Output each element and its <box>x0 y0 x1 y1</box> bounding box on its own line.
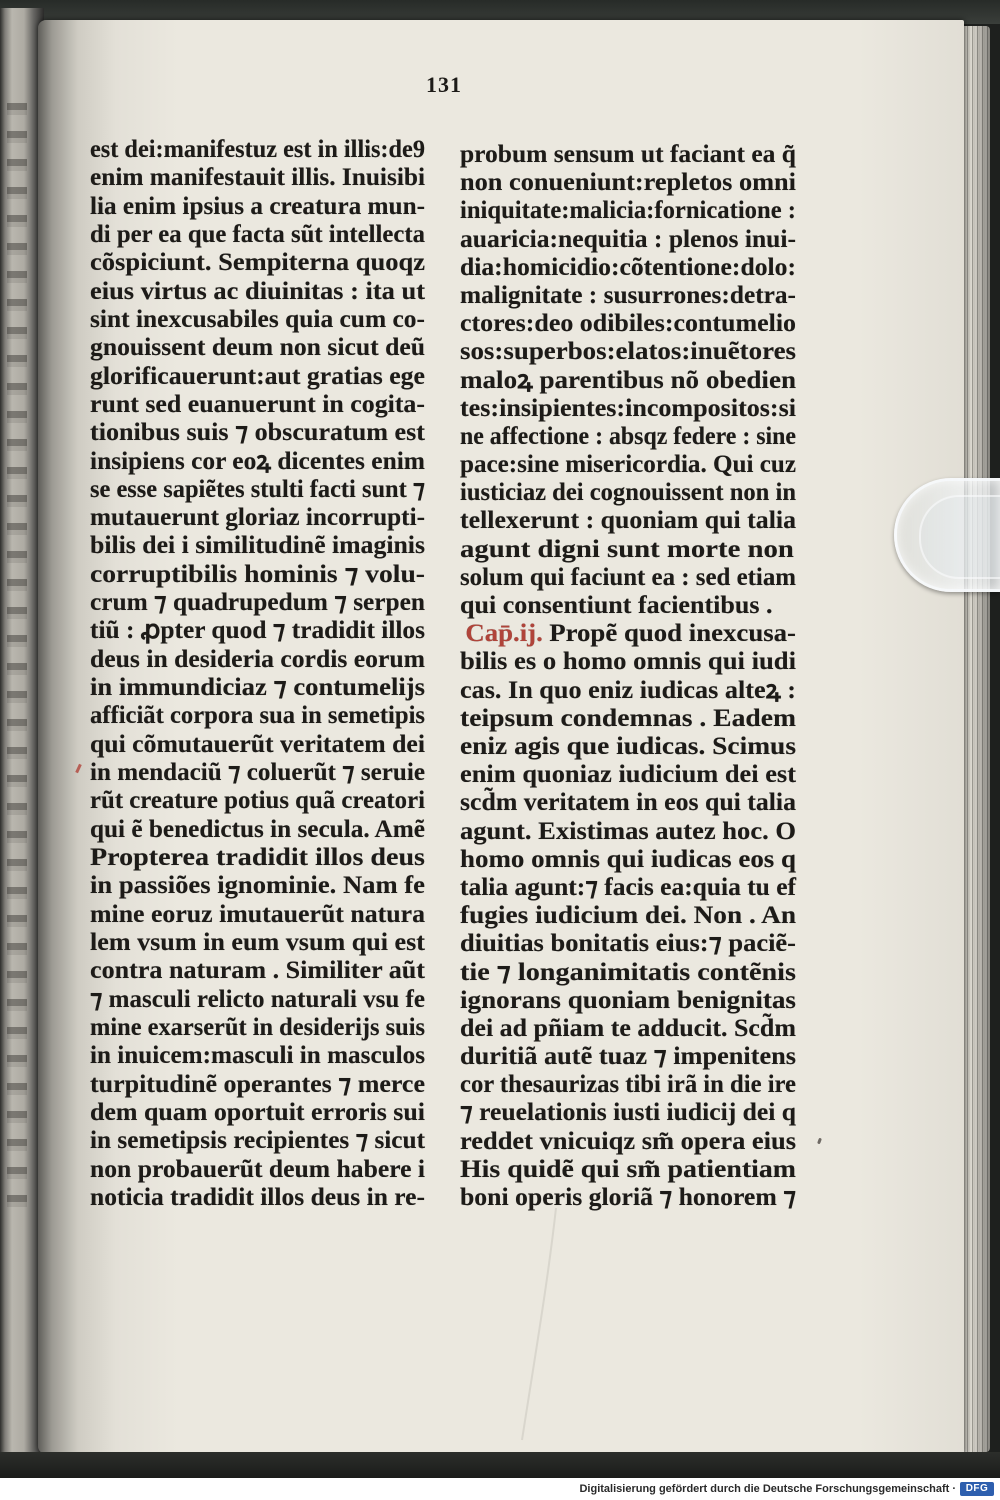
text-line-content <box>90 504 425 532</box>
text-line <box>460 254 796 282</box>
text-line-content <box>90 164 425 192</box>
text-line <box>90 844 425 872</box>
line-text: ignorans quoniam benignitas <box>460 986 796 1014</box>
text-line-content <box>90 334 425 362</box>
text-line-content <box>90 702 425 730</box>
line-text: est dei:manifestuz est in illis:de9 <box>90 136 425 163</box>
line-text: tellexerunt : quoniam qui talia <box>460 507 796 535</box>
text-line <box>90 334 425 362</box>
text-line-content <box>90 1014 425 1042</box>
text-line-content <box>460 1099 796 1127</box>
text-line <box>90 476 425 504</box>
line-text: qui ẽ benedictus in secula. Amẽ <box>90 815 425 843</box>
text-line <box>460 987 796 1015</box>
text-line-content <box>460 226 796 254</box>
line-text: eniz agis que iudicas. Scimus <box>460 732 796 760</box>
line-text: cas. In quo eniz iudicas alteꝝ : <box>460 676 796 704</box>
text-line <box>460 874 796 902</box>
line-text: lia enim ipsius a creatura mun- <box>90 192 425 220</box>
line-text: rũt creature potius quã creatori <box>90 787 425 815</box>
line-text: boni operis gloriã ⁊ honorem ⁊ <box>460 1184 796 1212</box>
text-line-content <box>90 986 425 1014</box>
text-line-content <box>460 1128 796 1156</box>
line-text: dei ad pñiam te adducit. Scd̃m <box>460 1014 796 1042</box>
line-text: tiũ : ꝓpter quod ⁊ tradidit illos <box>90 617 425 645</box>
text-line <box>90 1127 425 1155</box>
text-line-content <box>460 1071 796 1099</box>
text-line <box>460 761 796 789</box>
line-text: dia:homicidio:cõtentione:dolo: <box>460 253 796 281</box>
text-line-content <box>90 532 425 560</box>
line-text: cor thesaurizas tibi irã in die ire <box>460 1071 796 1099</box>
text-line <box>90 759 425 787</box>
text-line <box>90 986 425 1014</box>
line-text: duritiã autẽ tuaz ⁊ impenitens <box>460 1043 796 1071</box>
text-line <box>90 391 425 419</box>
line-text: malignitate : susurrones:detra- <box>460 281 796 309</box>
text-line-content <box>460 1015 796 1043</box>
line-text: agunt digni sunt morte non <box>460 535 794 563</box>
line-text: qui cõmutauerũt veritatem dei <box>90 730 426 758</box>
text-line-content <box>460 818 796 846</box>
text-line-content <box>90 1184 425 1212</box>
text-line-content <box>90 1099 425 1127</box>
text-line-content <box>460 874 796 902</box>
text-line <box>460 141 796 169</box>
text-line-content <box>90 476 425 504</box>
line-text: non probauerũt deum habere i <box>90 1155 425 1183</box>
text-line <box>460 395 796 423</box>
text-line <box>90 306 425 334</box>
line-text: auaricia:nequitia : plenos inui- <box>460 225 796 253</box>
line-text: non conueniunt:repletos omni <box>460 169 796 197</box>
text-line <box>460 648 796 676</box>
text-line-content <box>90 816 425 844</box>
text-line <box>90 872 425 900</box>
text-line <box>90 731 425 759</box>
line-text: reddet vnicuiqz sm̃ opera eius <box>460 1127 796 1155</box>
text-line-content <box>460 451 796 479</box>
line-text: afficiãt corpora sua in semetipis <box>90 702 425 730</box>
text-line-content <box>90 448 425 476</box>
text-line-content <box>90 1127 425 1155</box>
text-line-content <box>460 677 796 705</box>
line-text: scd̃m veritatem in eos qui talia <box>460 789 796 817</box>
text-line <box>90 702 425 730</box>
text-line <box>90 787 425 815</box>
text-line <box>90 1156 425 1184</box>
text-line <box>90 617 425 645</box>
text-line-content <box>90 1071 425 1099</box>
text-line-content <box>90 901 425 929</box>
text-line <box>90 674 425 702</box>
text-line <box>460 789 796 817</box>
text-line <box>90 249 425 277</box>
text-line-content <box>90 136 425 164</box>
text-line-content <box>460 395 796 423</box>
line-text: iniquitate:malicia:fornicatione : <box>460 197 796 225</box>
text-line <box>90 1042 425 1070</box>
text-line <box>90 901 425 929</box>
line-text: tionibus suis ⁊ obscuratum est <box>90 419 425 447</box>
line-text: pace:sine misericordia. Qui cuz <box>460 451 796 479</box>
line-text: eius virtus ac diuinitas : ita ut <box>90 277 425 305</box>
text-line <box>90 419 425 447</box>
line-text: ⁊ reuelationis iusti iudicij dei q <box>460 1099 796 1127</box>
text-line-content <box>90 844 425 872</box>
text-line <box>90 929 425 957</box>
line-text: in inuicem:masculi in masculos <box>90 1042 425 1070</box>
text-line <box>90 816 425 844</box>
line-text: di per ea que facta sũt intellecta <box>90 220 425 248</box>
line-text: mine eoruz imutauerũt natura <box>90 900 425 928</box>
text-line-content <box>460 367 796 395</box>
line-text: glorificauerunt:aut gratias ege <box>90 362 425 390</box>
text-line-content <box>460 338 796 366</box>
text-line-content <box>90 221 425 249</box>
text-line-content <box>460 423 796 451</box>
line-text: agunt. Existimas autez hoc. O <box>460 817 796 845</box>
line-text: enim manifestauit illis. Inuisibi <box>90 164 425 192</box>
line-text: in semetipsis recipientes ⁊ sicut <box>90 1127 425 1155</box>
text-line-content <box>460 310 796 338</box>
footer-bar <box>0 1478 1000 1500</box>
text-line <box>460 1128 796 1156</box>
text-line-content <box>460 930 796 958</box>
line-text: gnouissent deum non sicut deũ <box>90 334 425 362</box>
text-line-content <box>460 1156 796 1184</box>
text-line <box>90 278 425 306</box>
text-line <box>460 930 796 958</box>
text-line <box>90 1014 425 1042</box>
dfg-logo[interactable]: DFG <box>960 1482 994 1496</box>
text-line-content <box>460 197 796 225</box>
text-line <box>460 1071 796 1099</box>
text-line-content <box>90 391 425 419</box>
text-line <box>460 1015 796 1043</box>
text-line <box>90 1099 425 1127</box>
line-text: in mendaciũ ⁊ coluerũt ⁊ seruie <box>90 759 425 787</box>
text-line <box>90 532 425 560</box>
line-text: insipiens cor eoꝝ dicentes enim <box>90 447 425 475</box>
page-clip-loop <box>919 495 1000 579</box>
line-text: bilis es o homo omnis qui iudi <box>460 648 796 676</box>
line-text: crum ⁊ quadrupedum ⁊ serpen <box>90 589 425 617</box>
text-line <box>460 592 796 620</box>
line-text: fugies iudicium dei. Non . An <box>460 902 796 930</box>
text-line <box>90 193 425 221</box>
adjacent-page-text-bleed <box>7 103 27 1213</box>
text-line-content <box>460 959 796 987</box>
line-text: diuitias bonitatis eius:⁊ paciẽ- <box>460 930 796 958</box>
line-text: tes:insipientes:incompositos:si <box>460 394 796 422</box>
text-line <box>460 536 796 564</box>
text-line <box>460 1099 796 1127</box>
footer-credit: Digitalisierung gefördert durch die Deutsche Forschungsgemeinschaft · <box>579 1483 956 1495</box>
line-text: se esse sapiẽtes stulti facti sunt ⁊ <box>90 475 425 503</box>
text-line-content <box>90 278 425 306</box>
text-line-content <box>90 617 425 645</box>
text-line-content <box>460 761 796 789</box>
text-line <box>460 846 796 874</box>
text-line-content <box>90 589 425 617</box>
line-text: bilis dei i similitudinẽ imaginis <box>90 532 425 560</box>
line-text: Propẽ quod inexcusa- <box>549 620 796 648</box>
text-line-content <box>460 846 796 874</box>
page-number: 131 <box>426 72 462 97</box>
line-text: mine exarserũt in desiderijs suis <box>90 1013 425 1041</box>
text-line-content <box>460 620 796 648</box>
text-line-content <box>90 957 425 985</box>
line-text: qui consentiunt facientibus . <box>460 592 773 620</box>
text-column-left <box>90 136 425 1216</box>
line-text: contra naturam . Similiter aũt <box>90 957 425 985</box>
text-line-content <box>460 733 796 761</box>
line-text: sos:superbos:elatos:inuẽtores <box>460 338 796 366</box>
text-line-content <box>460 902 796 930</box>
text-line <box>90 221 425 249</box>
line-text: enim quoniaz iudicium dei est <box>460 761 796 789</box>
text-line <box>460 620 796 648</box>
text-line-content <box>90 419 425 447</box>
text-line-content <box>90 1042 425 1070</box>
text-line-content <box>90 363 425 391</box>
text-line <box>460 959 796 987</box>
text-line-content <box>90 674 425 702</box>
text-line <box>460 479 796 507</box>
line-text: homo omnis qui iudicas eos q <box>460 845 796 873</box>
line-text: solum qui faciunt ea : sed etiam <box>460 563 796 591</box>
line-text: lem vsum in eum vsum qui est <box>90 928 425 956</box>
text-line <box>460 451 796 479</box>
text-line <box>460 423 796 451</box>
line-text: corruptibilis hominis ⁊ volu- <box>90 560 425 588</box>
line-text: maloꝝ parentibus nõ obedien <box>460 366 796 394</box>
page-stack-edges <box>960 26 990 1452</box>
text-line-content <box>460 564 796 592</box>
text-line <box>460 677 796 705</box>
text-line <box>460 818 796 846</box>
line-text: ne affectione : absqz federe : sine <box>460 422 796 450</box>
line-text: runt sed euanuerunt in cogita- <box>90 390 425 418</box>
text-line <box>90 646 425 674</box>
line-text: probum sensum ut faciant ea q̃ <box>460 141 796 168</box>
text-line-content <box>90 306 425 334</box>
line-text: talia agunt:⁊ facis ea:quia tu ef <box>460 873 796 901</box>
text-line <box>460 282 796 310</box>
line-text: iusticiaz dei cognouissent non in <box>460 479 796 507</box>
text-line <box>90 164 425 192</box>
text-line <box>460 733 796 761</box>
text-line-content <box>460 282 796 310</box>
text-line-content <box>90 929 425 957</box>
line-text: in passiões ignominie. Nam fe <box>90 872 425 900</box>
text-line-content <box>90 731 425 759</box>
text-line <box>460 197 796 225</box>
text-line <box>90 363 425 391</box>
line-text: ctores:deo odibiles:contumelio <box>460 310 796 338</box>
text-line-content <box>90 787 425 815</box>
text-line <box>460 564 796 592</box>
text-line-content <box>460 507 796 535</box>
text-line <box>90 561 425 589</box>
line-text: tie ⁊ longanimitatis contẽnis <box>460 958 796 986</box>
line-text: noticia tradidit illos deus in re- <box>90 1183 425 1211</box>
text-line-content <box>460 789 796 817</box>
scanner-background-bottom <box>0 1452 1000 1478</box>
line-text: turpitudinẽ operantes ⁊ merce <box>90 1070 425 1098</box>
text-line <box>460 705 796 733</box>
text-line <box>90 448 425 476</box>
text-line <box>460 367 796 395</box>
text-line-content <box>90 1156 425 1184</box>
text-line <box>90 136 425 164</box>
page-clip <box>894 478 1000 592</box>
text-line-content <box>460 254 796 282</box>
text-line-content <box>90 646 425 674</box>
text-line-content <box>460 987 796 1015</box>
line-text: in immundiciaz ⁊ contumelijs <box>90 674 425 702</box>
text-line <box>460 1043 796 1071</box>
text-line <box>90 957 425 985</box>
text-line-content <box>460 1043 796 1071</box>
line-text: Propterea tradidit illos deus <box>90 844 426 871</box>
text-line <box>460 507 796 535</box>
text-line <box>90 1071 425 1099</box>
line-text: teipsum condemnas . Eadem <box>460 704 796 732</box>
text-line <box>460 1184 796 1212</box>
text-line <box>460 902 796 930</box>
line-text: deus in desideria cordis eorum <box>90 645 426 673</box>
text-column-right <box>460 141 796 1221</box>
text-line-content <box>460 1184 796 1212</box>
text-line <box>460 1156 796 1184</box>
chapter-rubric: Cap̄.ij. <box>465 620 543 648</box>
text-line-content <box>90 872 425 900</box>
text-line <box>90 1184 425 1212</box>
text-line-content <box>460 169 796 197</box>
line-text: His quidẽ qui sm̃ patientiam <box>460 1155 796 1183</box>
text-line-content <box>460 592 772 620</box>
text-line-content <box>90 249 425 277</box>
text-line-content <box>460 141 796 169</box>
text-line-content <box>90 561 425 589</box>
text-line <box>90 589 425 617</box>
line-text: sint inexcusabiles quia cum co- <box>90 305 425 333</box>
text-line-content <box>460 648 796 676</box>
line-text: ⁊ masculi relicto naturali vsu fe <box>90 985 425 1013</box>
text-line <box>460 226 796 254</box>
text-line-content <box>460 536 794 564</box>
line-text: cõspiciunt. Sempiterna quoqz <box>90 249 425 277</box>
text-line <box>460 310 796 338</box>
text-line-content <box>90 759 425 787</box>
text-line <box>460 169 796 197</box>
text-line-content <box>460 705 796 733</box>
line-text: mutauerunt gloriaz incorrupti- <box>90 504 425 532</box>
line-text: dem quam oportuit erroris sui <box>90 1098 425 1126</box>
text-line-content <box>90 193 425 221</box>
text-line-content <box>460 479 796 507</box>
text-line <box>90 504 425 532</box>
text-line <box>460 338 796 366</box>
